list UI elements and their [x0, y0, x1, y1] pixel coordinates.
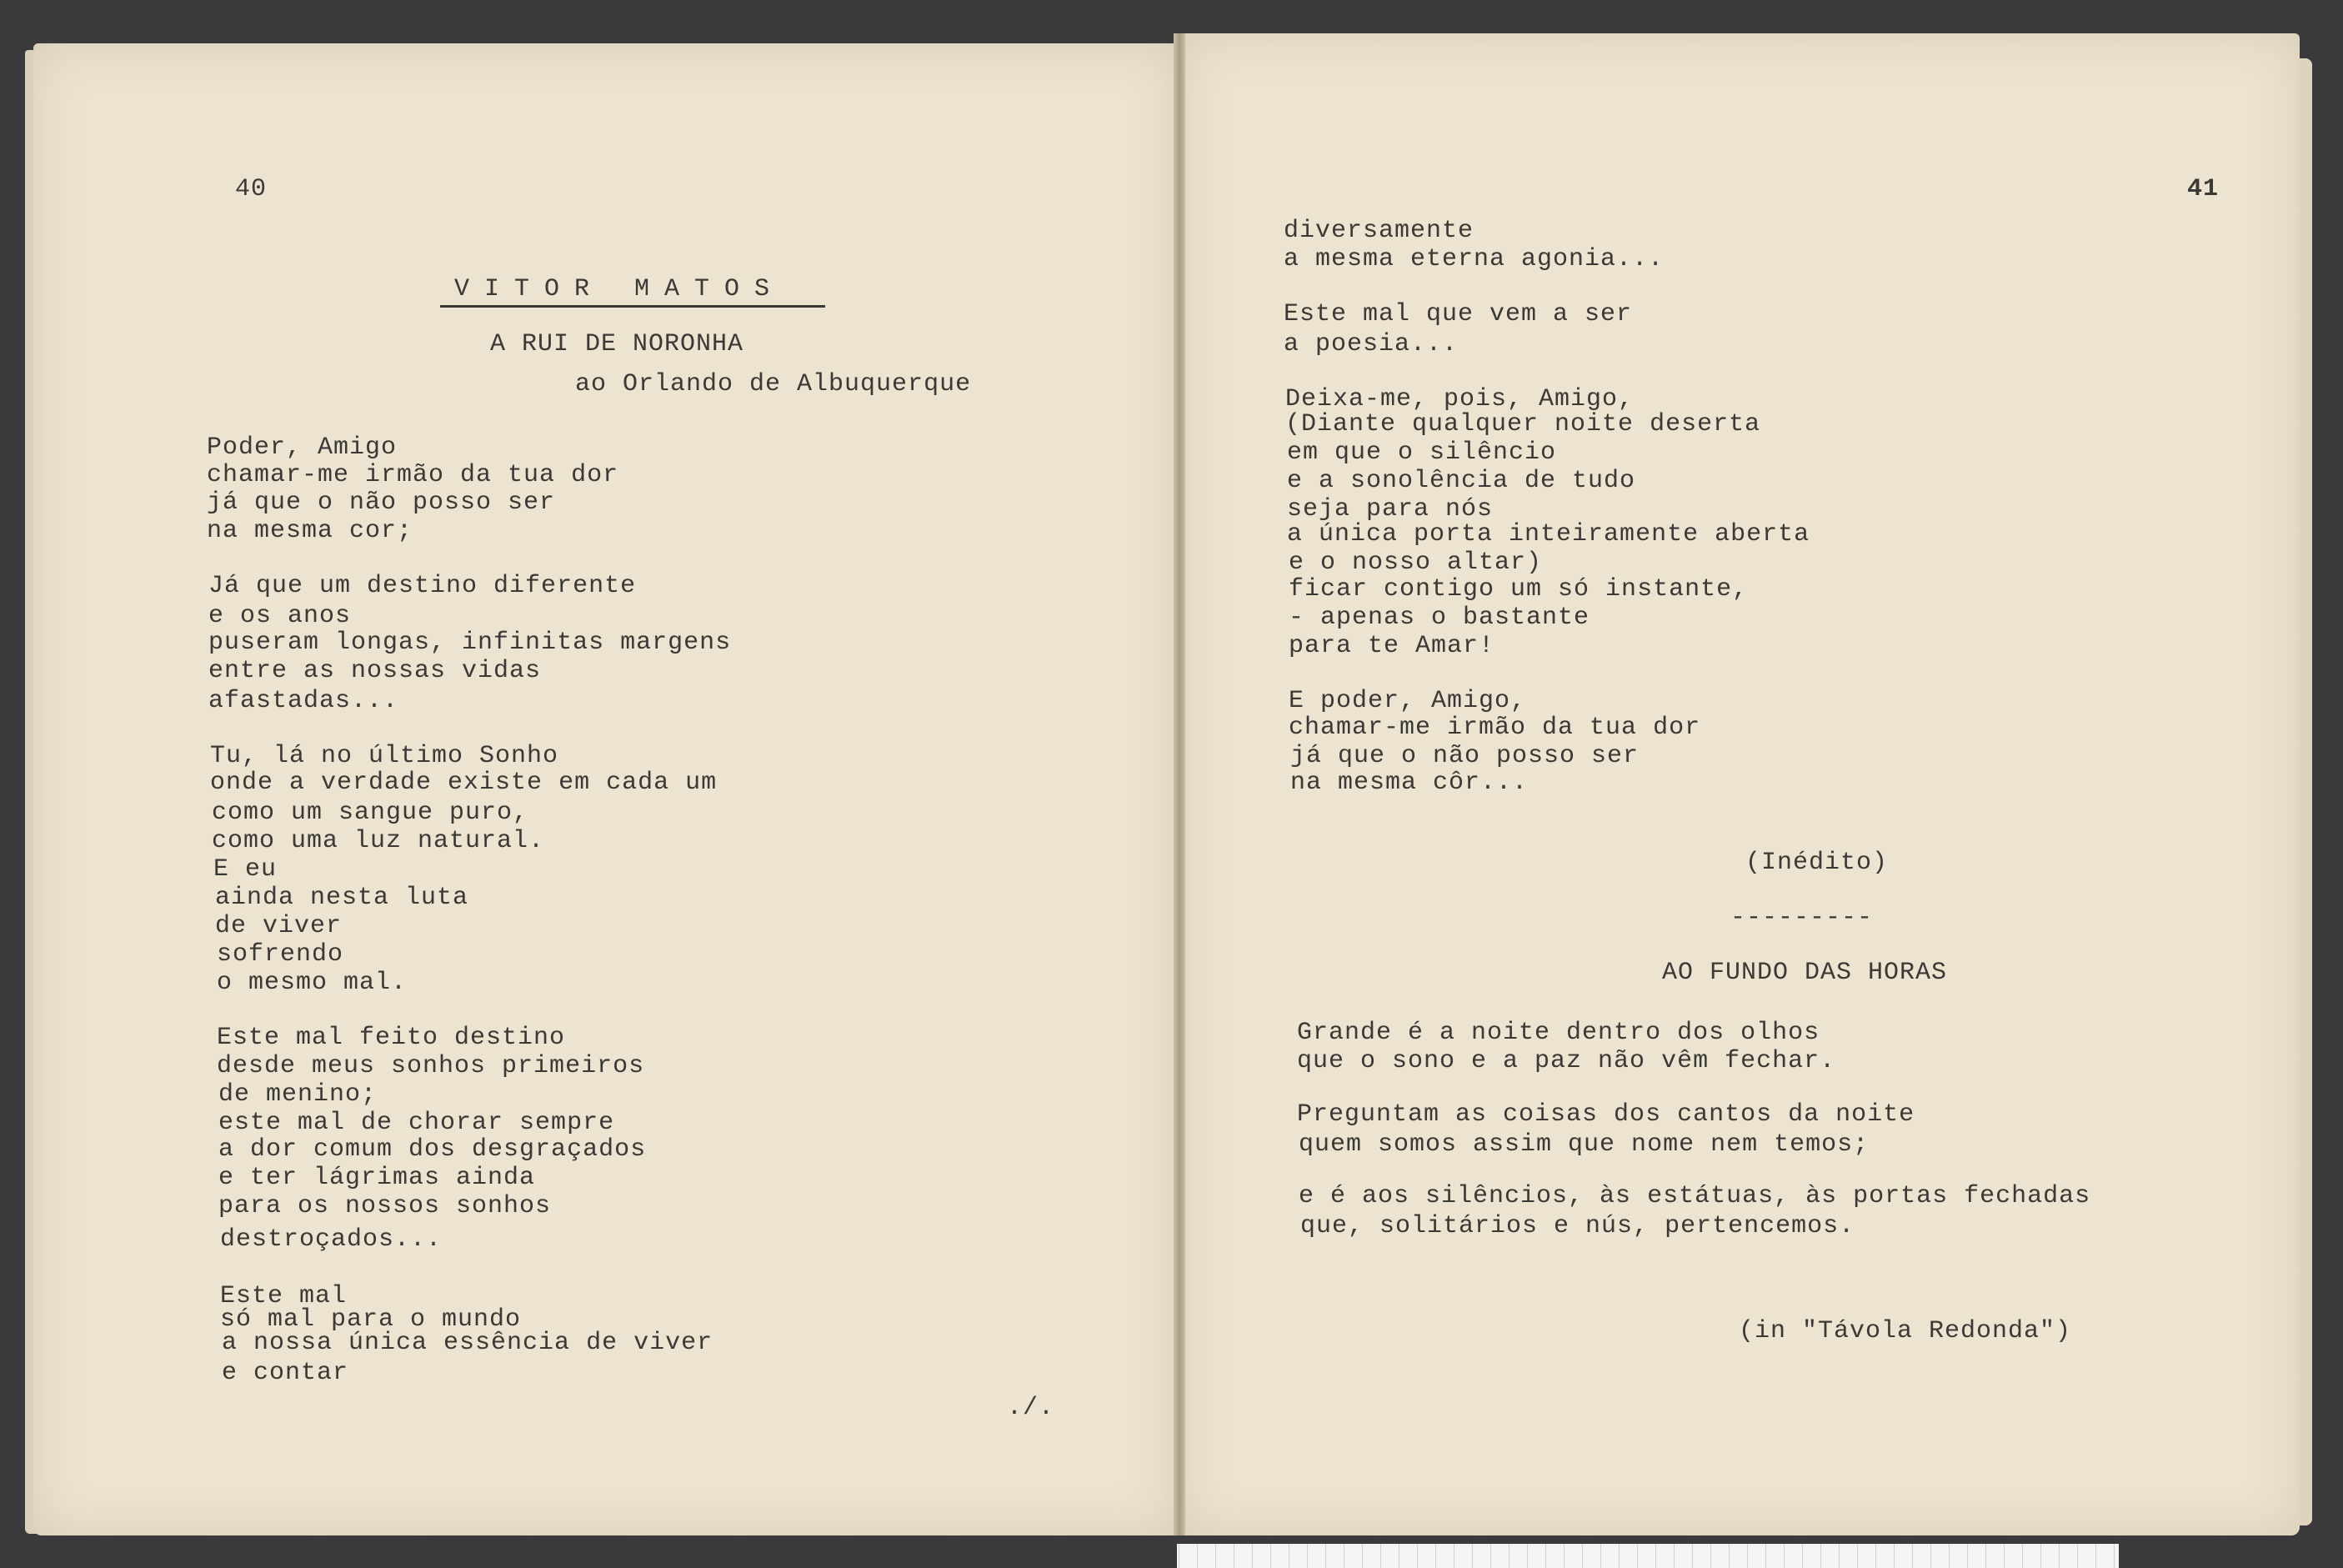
poem-line: e ter lágrimas ainda	[218, 1164, 536, 1192]
poem-line: entre as nossas vidas	[208, 657, 542, 685]
poem-line: afastadas...	[208, 687, 399, 715]
poem-line: Poder, Amigo	[207, 433, 398, 462]
poem-line: de viver	[215, 912, 343, 940]
poem-line: de menino;	[218, 1080, 378, 1109]
poem-line: que, solitários e nús, pertencemos.	[1300, 1212, 1855, 1240]
poem-line: destroçados...	[220, 1225, 443, 1254]
scale-ruler	[1177, 1544, 2119, 1568]
poem-line: para te Amar!	[1289, 632, 1495, 660]
poem-line: em que o silêncio	[1287, 438, 1557, 467]
poem-line: como uma luz natural.	[212, 827, 545, 855]
book-gutter	[1174, 33, 1185, 1535]
poem-line: E eu	[213, 855, 278, 884]
poem-line: este mal de chorar sempre	[218, 1109, 615, 1137]
poem-line: Grande é a noite dentro dos olhos	[1297, 1019, 1820, 1047]
poem-line: Deixa-me, pois, Amigo,	[1285, 385, 1635, 413]
poem-title: A RUI DE NORONHA	[490, 330, 744, 358]
poem-line: a nossa única essência de viver	[222, 1329, 713, 1357]
poem-line: a mesma eterna agonia...	[1284, 245, 1665, 273]
poem-line: ficar contigo um só instante,	[1289, 575, 1749, 604]
poem-line: E poder, Amigo,	[1289, 687, 1527, 715]
poem-line: seja para nós	[1287, 495, 1494, 524]
author-underline	[440, 305, 825, 308]
poem-line: ainda nesta luta	[215, 884, 469, 912]
dedication: ao Orlando de Albuquerque	[575, 370, 972, 398]
poem-line: e é aos silêncios, às estátuas, às portas fechadas	[1299, 1182, 2091, 1210]
poem-line: e a sonolência de tudo	[1287, 467, 1636, 495]
poem-line: a dor comum dos desgraçados	[218, 1135, 647, 1164]
poem-line: diversamente	[1284, 217, 1474, 245]
poem-line: sofrendo	[217, 940, 344, 969]
poem-line: que o sono e a paz não vêm fechar.	[1297, 1047, 1836, 1075]
poem-line: Este mal que vem a ser	[1284, 300, 1633, 328]
page-number-right: 41	[2187, 175, 2220, 203]
poem-line: desde meus sonhos primeiros	[217, 1052, 645, 1080]
poem-line: Este mal feito destino	[217, 1024, 566, 1052]
poem-line: - apenas o bastante	[1289, 604, 1590, 632]
poem-line: como um sangue puro,	[212, 799, 529, 827]
poem-line: só mal para o mundo	[220, 1305, 522, 1334]
poem-line: onde a verdade existe em cada um	[210, 769, 718, 797]
page-number-left: 40	[235, 175, 268, 203]
poem-line: (Diante qualquer noite deserta	[1285, 410, 1761, 438]
poem-line: quem somos assim que nome nem temos;	[1299, 1130, 1870, 1159]
author-heading: VITOR MATOS	[454, 275, 785, 303]
source-citation: (in "Távola Redonda")	[1739, 1317, 2072, 1345]
poem-line: na mesma côr...	[1290, 769, 1529, 797]
poem-line: na mesma cor;	[207, 517, 413, 545]
poem-line: o mesmo mal.	[217, 969, 408, 997]
poem2-title: AO FUNDO DAS HORAS	[1662, 959, 1948, 987]
separator-line: ---------	[1730, 904, 1874, 932]
continuation-mark: ./.	[1007, 1394, 1055, 1422]
poem-line: já que o não posso ser	[207, 488, 556, 517]
poem-line: Este mal	[220, 1282, 348, 1310]
unpublished-note: (Inédito)	[1745, 849, 1889, 877]
poem-line: Preguntam as coisas dos cantos da noite	[1297, 1100, 1915, 1129]
poem-line: Tu, lá no último Sonho	[210, 742, 559, 770]
poem-line: e os anos	[208, 602, 352, 630]
poem-line: e contar	[222, 1359, 349, 1387]
poem-line: chamar-me irmão da tua dor	[1289, 714, 1701, 742]
poem-line: chamar-me irmão da tua dor	[207, 461, 619, 489]
poem-line: puseram longas, infinitas margens	[208, 629, 732, 657]
poem-line: para os nossos sonhos	[218, 1192, 552, 1220]
poem-line: e o nosso altar)	[1289, 549, 1543, 577]
poem-line: Já que um destino diferente	[208, 572, 637, 600]
poem-line: a poesia...	[1284, 330, 1459, 358]
poem-line: já que o não posso ser	[1290, 742, 1640, 770]
poem-line: a única porta inteiramente aberta	[1287, 520, 1810, 549]
